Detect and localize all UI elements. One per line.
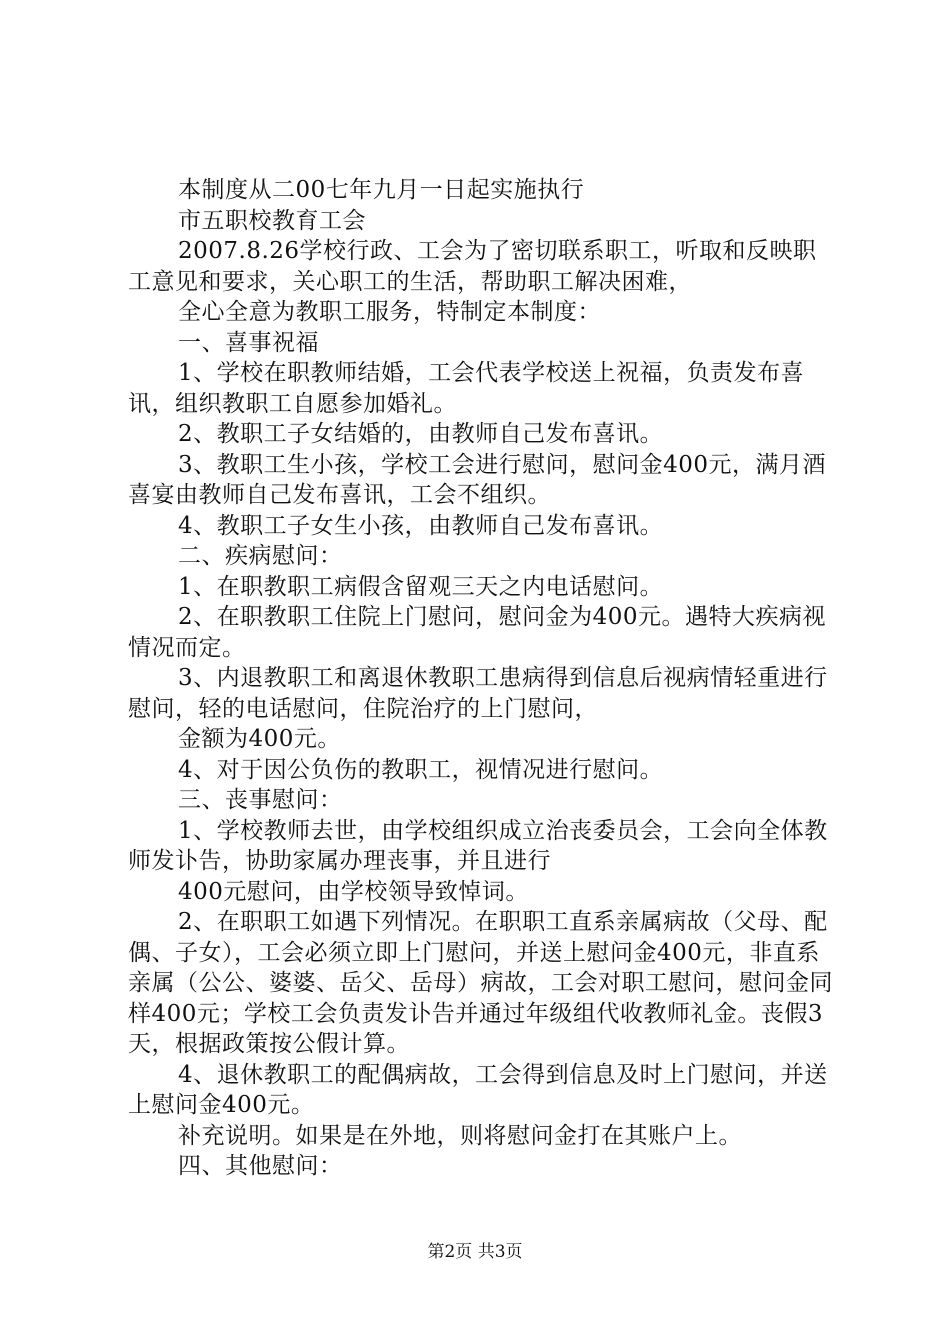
- paragraph-item: 金额为400元。: [178, 726, 341, 752]
- paragraph-item: 2、教职工子女结婚的，由教师自己发布喜讯。: [178, 421, 664, 447]
- paragraph-item: 400元慰问，由学校领导致悼词。: [178, 878, 529, 905]
- paragraph-issuer: 市五职校教育工会: [178, 207, 366, 234]
- section-heading-illness: 二、疾病慰问：: [178, 543, 343, 569]
- page-number-footer: 第2页 共3页: [427, 1242, 523, 1262]
- paragraph-item: 2、在职职工如遇下列情况。在职职工直系亲属病故（父母、配偶、子女），工会必须立即上门慰问，并送上慰问金400元，非直系亲属（公公、婆婆、岳父、岳母）病故，工会对职工慰问，慰问金同样400元；学校工会负责发讣告并通过年级组代收教师礼金。丧假3天，根据政策按公假计算。: [128, 909, 833, 1057]
- paragraph-item: 3、教职工生小孩，学校工会进行慰问，慰问金400元，满月酒喜宴由教师自己发布喜讯，工会不组织。: [128, 451, 827, 508]
- paragraph-item: 4、对于因公负伤的教职工，视情况进行慰问。: [178, 756, 664, 783]
- paragraph-item: 2、在职教职工住院上门慰问，慰问金为400元。遇特大疾病视情况而定。: [128, 604, 827, 661]
- paragraph-item: 4、退休教职工的配偶病故，工会得到信息及时上门慰问，并送上慰问金400元。: [128, 1061, 828, 1118]
- section-heading-bereavement: 三、丧事慰问：: [178, 787, 343, 813]
- paragraph-item: 3、内退教职工和离退休教职工患病得到信息后视病情轻重进行慰问，轻的电话慰问，住院治疗的上门慰问，: [128, 665, 828, 722]
- paragraph-supplement: 补充说明。如果是在外地，则将慰问金打在其账户上。: [178, 1122, 742, 1149]
- paragraph-item: 1、学校教师去世，由学校组织成立治丧委员会，工会向全体教师发讣告，协助家属办理丧事，并且进行: [128, 817, 828, 874]
- paragraph-intro-cont: 全心全意为教职工服务，特制定本制度：: [178, 299, 601, 325]
- paragraph-item: 4、教职工子女生小孩，由教师自己发布喜讯。: [178, 512, 664, 539]
- document-body: [128, 175, 836, 1182]
- paragraph-effective-date: 本制度从二00七年九月一日起实施执行: [178, 177, 585, 203]
- section-heading-other: 四、其他慰问：: [178, 1153, 343, 1179]
- section-heading-celebrations: 一、喜事祝福: [178, 329, 319, 356]
- paragraph-intro: 2007.8.26学校行政、工会为了密切联系职工，听取和反映职工意见和要求，关心职工的生活，帮助职工解决困难，: [128, 238, 817, 295]
- paragraph-item: 1、学校在职教师结婚，工会代表学校送上祝福，负责发布喜讯，组织教职工自愿参加婚礼。: [128, 360, 805, 417]
- paragraph-item: 1、在职教职工病假含留观三天之内电话慰问。: [178, 573, 664, 600]
